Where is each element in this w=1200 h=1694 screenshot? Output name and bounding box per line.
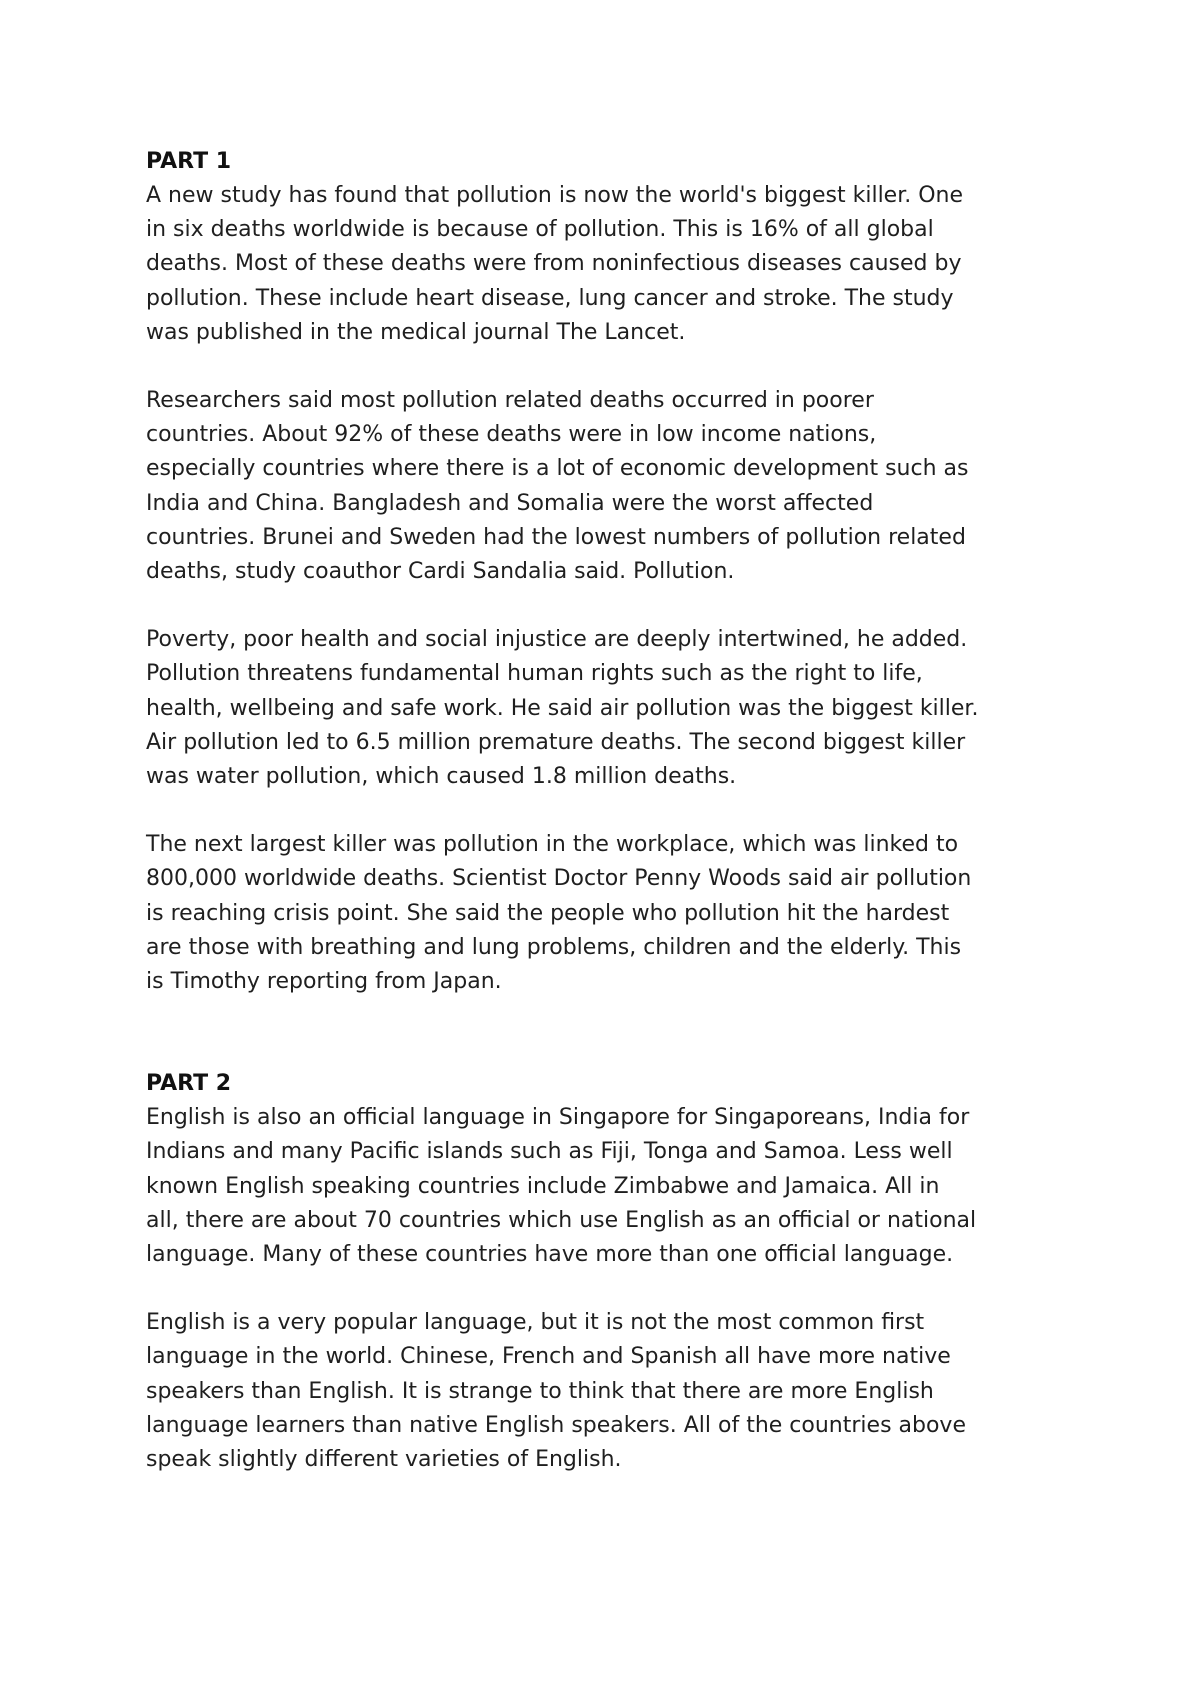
text-line: is Timothy reporting from Japan.	[146, 969, 502, 995]
paragraph-spacer	[146, 794, 1086, 828]
text-line: 800,000 worldwide deaths. Scientist Doctor Penny Woods said air pollution	[146, 866, 972, 892]
text-line: Researchers said most pollution related deaths occurred in poorer	[146, 388, 874, 414]
text-line: English is a very popular language, but it is not the most common first	[146, 1310, 925, 1336]
text-line: was water pollution, which caused 1.8 million deaths.	[146, 764, 737, 790]
text-line: language. Many of these countries have more than one official language.	[146, 1242, 954, 1268]
paragraph-spacer	[146, 350, 1086, 384]
part-1-paragraph-2	[146, 384, 1086, 589]
text-line: English is also an official language in Singapore for Singaporeans, India for	[146, 1105, 970, 1131]
text-line: health, wellbeing and safe work. He said air pollution was the biggest killer.	[146, 695, 979, 721]
text-line: was published in the medical journal The Lancet.	[146, 319, 686, 345]
text-line: The next largest killer was pollution in the workplace, which was linked to	[146, 832, 959, 858]
text-line: deaths. Most of these deaths were from noninfectious diseases caused by	[146, 251, 962, 277]
text-line: speakers than English. It is strange to think that there are more English	[146, 1378, 934, 1404]
part-2-title: PART 2	[146, 1071, 232, 1097]
text-line: are those with breathing and lung problems, children and the elderly. This	[146, 934, 962, 960]
text-line: is reaching crisis point. She said the people who pollution hit the hardest	[146, 900, 950, 926]
part-1-paragraph-3	[146, 623, 1086, 794]
part-1-paragraph-1	[146, 179, 1086, 350]
text-line: A new study has found that pollution is now the world's biggest killer. One	[146, 183, 964, 208]
text-line: Indians and many Pacific islands such as Fiji, Tonga and Samoa. Less well	[146, 1139, 953, 1165]
text-line: Pollution threatens fundamental human rights such as the right to life,	[146, 661, 923, 687]
text-line: Poverty, poor health and social injustice are deeply intertwined, he added.	[146, 627, 968, 653]
text-line: speak slightly different varieties of English.	[146, 1447, 622, 1473]
part-1-title: PART 1	[146, 149, 232, 174]
text-line: deaths, study coauthor Cardi Sandalia said. Pollution.	[146, 559, 735, 585]
paragraph-spacer	[146, 589, 1086, 623]
text-line: in six deaths worldwide is because of pollution. This is 16% of all global	[146, 217, 934, 243]
text-line: countries. About 92% of these deaths were in low income nations,	[146, 422, 877, 448]
text-line: pollution. These include heart disease, lung cancer and stroke. The study	[146, 285, 954, 311]
text-line: India and China. Bangladesh and Somalia were the worst affected	[146, 490, 874, 516]
text-line: known English speaking countries include Zimbabwe and Jamaica. All in	[146, 1173, 940, 1199]
text-line: language learners than native English speakers. All of the countries above	[146, 1412, 966, 1438]
part-2-paragraph-1	[146, 1101, 1086, 1272]
text-line: countries. Brunei and Sweden had the lowest numbers of pollution related	[146, 524, 966, 550]
section-spacer	[146, 999, 1086, 1067]
text-line: especially countries where there is a lot of economic development such as	[146, 456, 969, 482]
document-page	[146, 145, 1086, 1477]
paragraph-spacer	[146, 1272, 1086, 1306]
text-line: language in the world. Chinese, French and Spanish all have more native	[146, 1344, 951, 1370]
text-line: Air pollution led to 6.5 million premature deaths. The second biggest killer	[146, 729, 966, 755]
part-2-paragraph-2	[146, 1306, 1086, 1477]
part-1-paragraph-4	[146, 828, 1086, 999]
text-line: all, there are about 70 countries which use English as an official or national	[146, 1207, 977, 1233]
